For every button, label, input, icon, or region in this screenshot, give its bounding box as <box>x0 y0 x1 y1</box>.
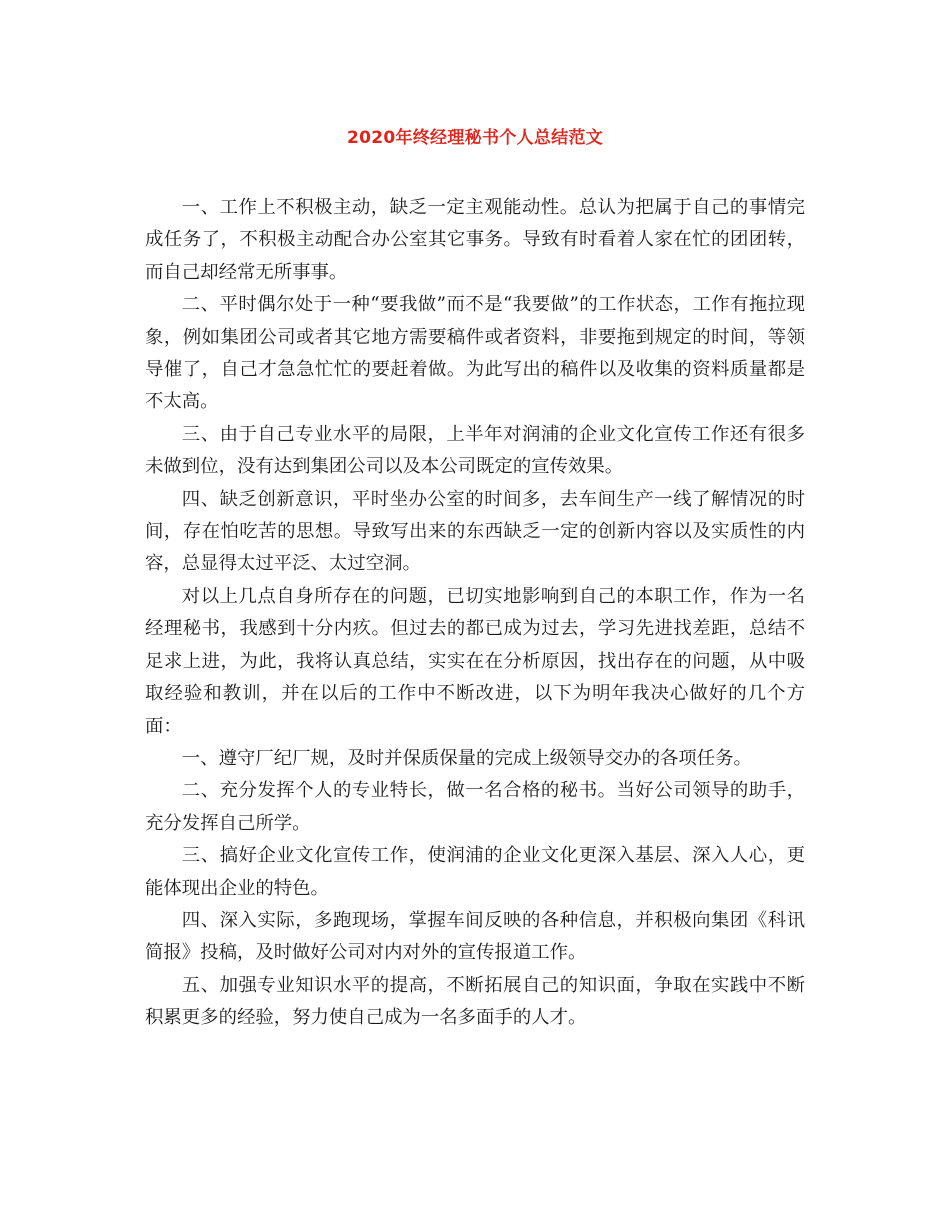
paragraph-6: 一、遵守厂纪厂规，及时并保质保量的完成上级领导交办的各项任务。 <box>181 747 752 769</box>
paragraph-10: 五、加强专业知识水平的提高，不断拓展自己的知识面，争取在实践中不断积累更多的经验，努力使自己成为一名多面手的人才。 <box>145 974 805 1029</box>
paragraph-9: 四、深入实际，多跑现场，掌握车间反映的各种信息，并积极向集团《科讯简报》投稿，及时做好公司对内对外的宣传报道工作。 <box>145 909 805 964</box>
paragraph-7: 二、充分发挥个人的专业特长，做一名合格的秘书。当好公司领导的助手，充分发挥自己所学。 <box>145 780 805 834</box>
paragraph-4: 四、缺乏创新意识，平时坐办公室的时间多，去车间生产一线了解情况的时间，存在怕吃苦的思想。导致写出来的东西缺乏一定的创新内容以及实质性的内容，总显得太过平泛、太过空洞。 <box>145 488 805 575</box>
paragraph-5: 对以上几点自身所存在的问题，已切实地影响到自己的本职工作，作为一名经理秘书，我感到十分内疚。但过去的都已成为过去，学习先进找差距，总结不足求上进，为此，我将认真总结，实实在在分析原因，找出存在的问题，从中吸取经验和教训，并在以后的工作中不断改进，以下为明年我决心做好的几个方面： <box>145 585 805 737</box>
document-title: 2020年终经理秘书个人总结范文 <box>346 128 604 148</box>
paragraph-8: 三、搞好企业文化宣传工作，使润浦的企业文化更深入基层、深入人心，更能体现出企业的特色。 <box>145 845 805 899</box>
paragraph-3: 三、由于自己专业水平的局限，上半年对润浦的企业文化宣传工作还有很多未做到位，没有达到集团公司以及本公司既定的宣传效果。 <box>145 423 805 478</box>
document-page <box>145 0 805 1230</box>
document-body <box>145 192 805 1035</box>
paragraph-2: 二、平时偶尔处于一种“要我做”而不是“我要做”的工作状态，工作有拖拉现象，例如集团公司或者其它地方需要稿件或者资料，非要拖到规定的时间，等领导催了，自己才急急忙忙的要赶着做。为此写出的稿件以及收集的资料质量都是不太高。 <box>145 294 805 413</box>
paragraph-1: 一、工作上不积极主动，缺乏一定主观能动性。总认为把属于自己的事情完成任务了，不积极主动配合办公室其它事务。导致有时看着人家在忙的团团转，而自己却经常无所事事。 <box>145 197 805 283</box>
